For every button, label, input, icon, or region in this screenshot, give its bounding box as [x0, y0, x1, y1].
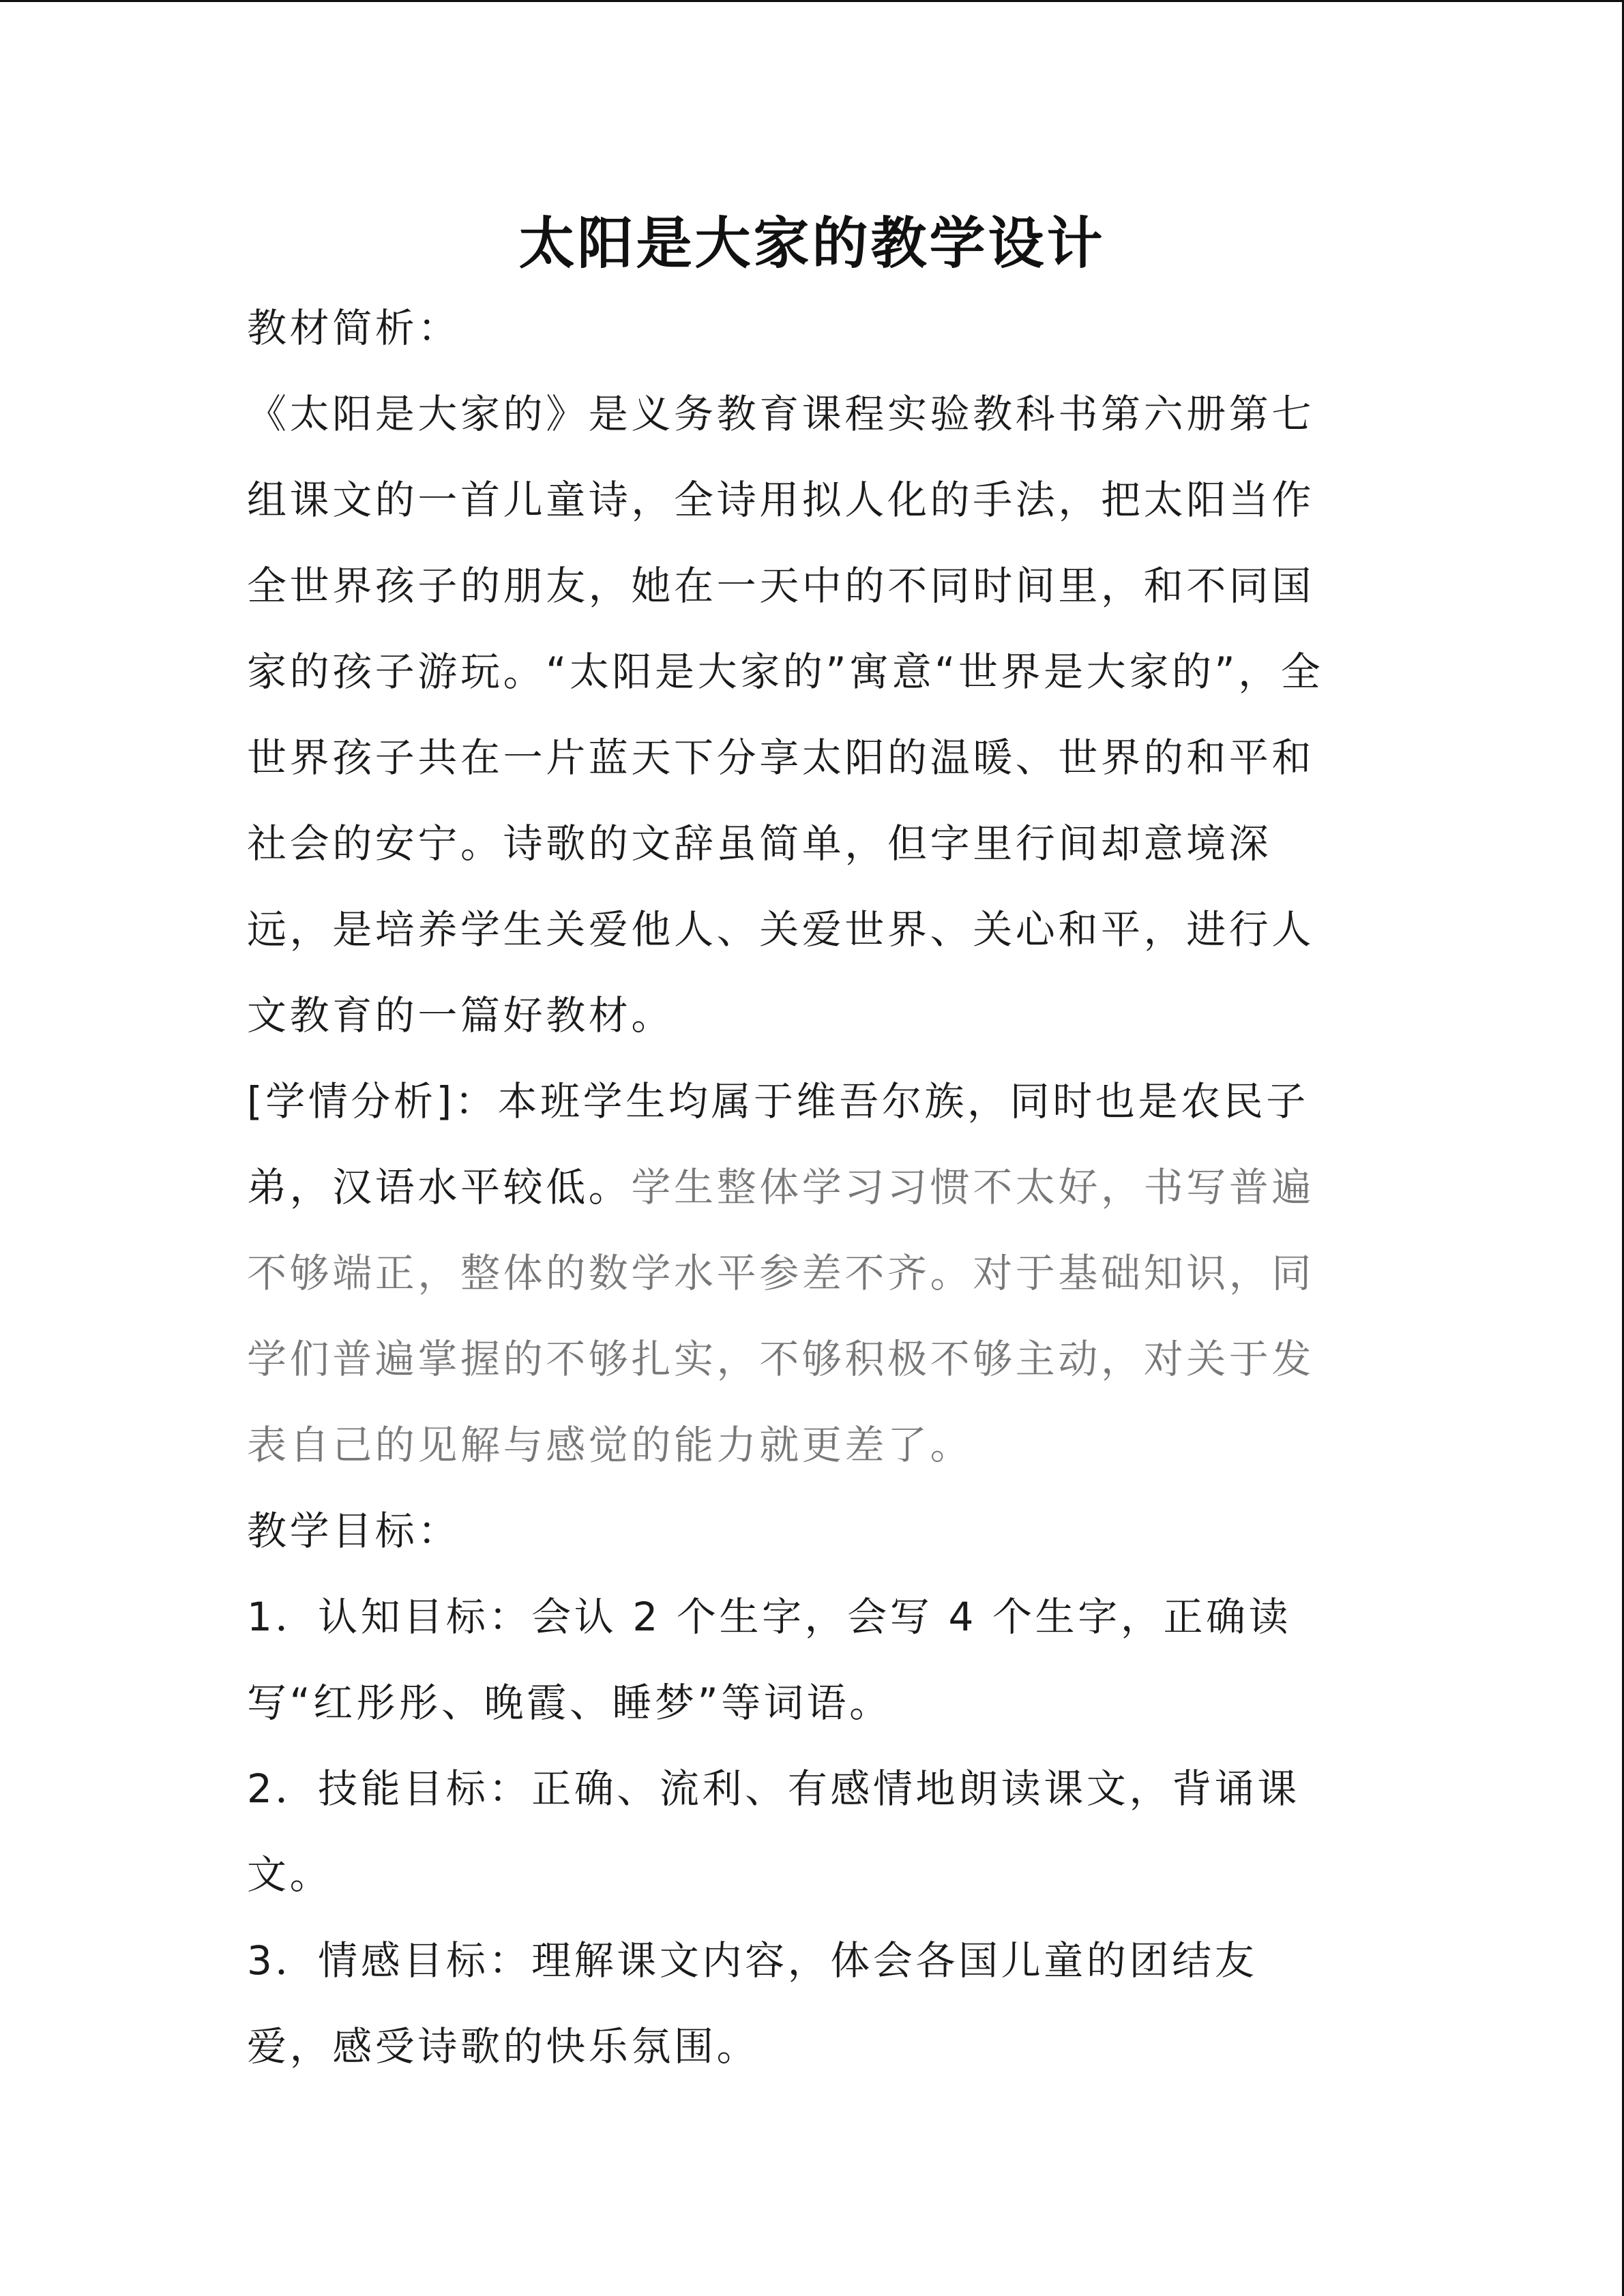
learner-analysis-paragraph	[247, 1058, 1338, 1488]
goals-heading: 教学目标：	[247, 1508, 461, 1554]
goal-item-2: 2．技能目标：正确、流利、有感情地朗读课文，背诵课文。	[247, 1765, 1300, 1898]
learner-analysis-lead: [学情分析]：本班学生均属于维吾尔族，同时也是农民子弟，汉语水平较低。	[247, 1078, 1309, 1210]
material-heading: 教材简析：	[247, 305, 461, 351]
document-title: 太阳是大家的教学设计	[518, 211, 1106, 276]
page-border-top	[0, 0, 1624, 2]
learner-analysis-gray: 学生整体学习习惯不太好，书写普遍不够端正，整体的数学水平参差不齐。对于基础知识，同学们普遍掌握的不够扎实，不够积极不够主动，对关于发表自己的见解与感觉的能力就更差了。	[247, 1164, 1315, 1468]
material-paragraph: 《太阳是大家的》是义务教育课程实验教科书第六册第七组课文的一首儿童诗，全诗用拟人化的手法，把太阳当作全世界孩子的朋友，她在一天中的不同时间里，和不同国家的孩子游玩。“太阳是大家的”寓意“世界是大家的”，全世界孩子共在一片蓝天下分享太阳的温暖、世界的和平和社会的安宁。诗歌的文辞虽简单，但字里行间却意境深远，是培养学生关爱他人、关爱世界、关心和平，进行人文教育的一篇好教材。	[247, 391, 1324, 1039]
goal-item-3: 3．情感目标：理解课文内容，体会各国儿童的团结友爱，感受诗歌的快乐氛围。	[247, 1937, 1258, 2070]
goal-item-1: 1．认知目标：会认 2 个生字，会写 4 个生字，正确读写“红彤彤、晚霞、睡梦”等词语。	[247, 1594, 1292, 1726]
document-body	[247, 285, 1338, 2089]
